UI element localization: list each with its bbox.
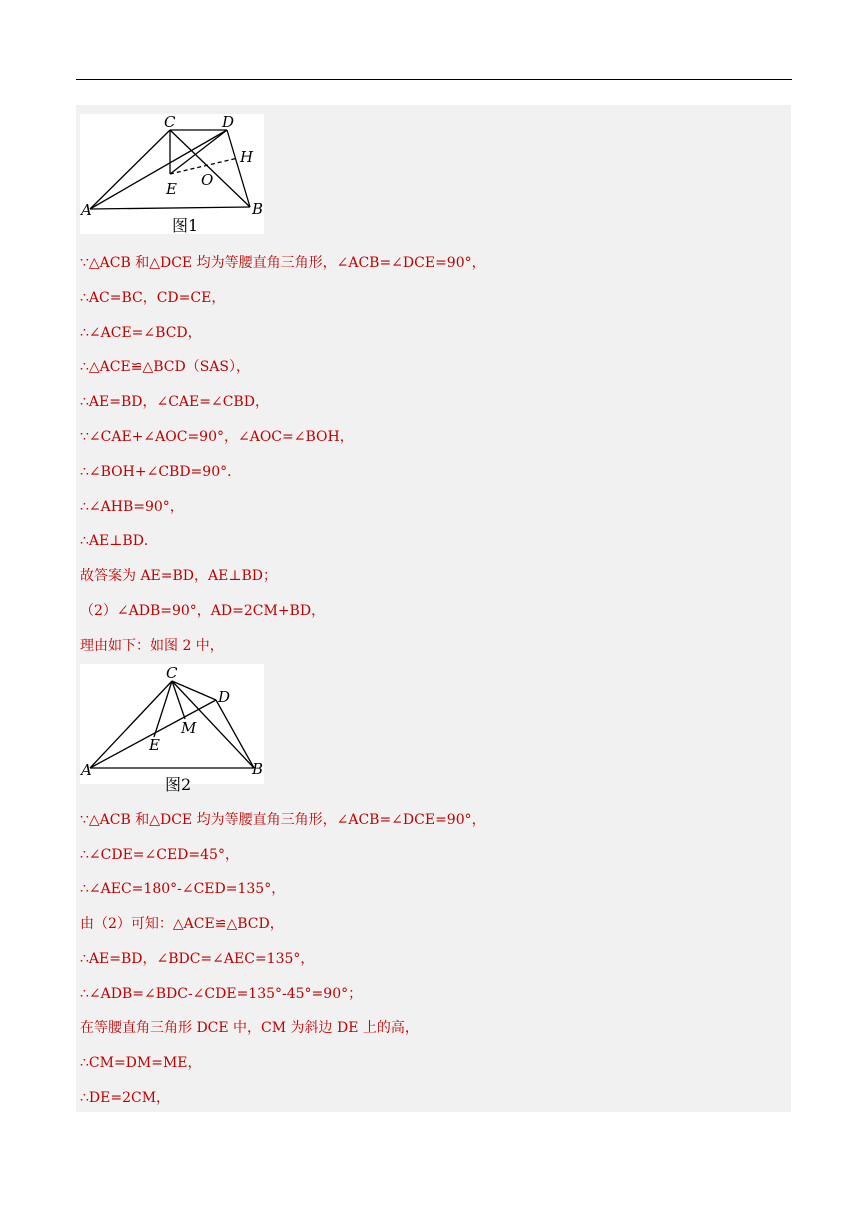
label-h: H: [240, 148, 254, 166]
label-o: O: [201, 171, 214, 189]
label-d: D: [218, 688, 231, 706]
label-b: B: [252, 760, 264, 778]
solution-line: 理由如下：如图 2 中，: [80, 638, 224, 654]
label-a: A: [81, 761, 92, 779]
solution-line: （2）∠ADB=90°，AD=2CM+BD，: [80, 603, 326, 619]
solution-line: ∴∠ADB=∠BDC-∠CDE=135°-45°=90°；: [80, 986, 363, 1002]
segment-ac: [90, 681, 172, 768]
solution-line: ∴AE=BD，∠BDC=∠AEC=135°，: [80, 951, 315, 967]
label-d: D: [222, 113, 235, 131]
solution-line: ∴CM=DM=ME，: [80, 1055, 202, 1071]
segment-cm: [172, 681, 185, 719]
segment-cd: [172, 681, 216, 700]
solution-line: 由（2）可知：△ACE≌△BCD，: [80, 916, 284, 932]
figure-1-caption: 图1: [172, 216, 199, 235]
solution-line: ∴∠CDE=∠CED=45°，: [80, 847, 239, 863]
solution-line: 故答案为 AE=BD，AE⊥BD；: [80, 568, 278, 584]
label-e: E: [166, 180, 177, 198]
figure-2-diagram: [80, 664, 264, 794]
solution-line: ∴∠AEC=180°-∠CED=135°，: [80, 881, 286, 897]
solution-line: ∴∠BOH+∠CBD=90°．: [80, 464, 242, 480]
figure-1-diagram: [80, 114, 264, 234]
solution-line: ∴DE=2CM，: [80, 1090, 171, 1106]
solution-line: ∴∠ACE=∠BCD，: [80, 325, 202, 341]
solution-line: ∵△ACB 和△DCE 均为等腰直角三角形，∠ACB=∠DCE=90°，: [80, 812, 486, 828]
solution-line: ∴AC=BC，CD=CE，: [80, 290, 226, 306]
solution-line: ∴△ACE≌△BCD（SAS），: [80, 359, 250, 375]
label-c: C: [164, 113, 176, 131]
solution-line: ∴AE=BD，∠CAE=∠CBD，: [80, 394, 269, 410]
figure-1: [80, 114, 264, 234]
solution-line: ∴∠AHB=90°，: [80, 499, 184, 515]
solution-line: ∴AE⊥BD．: [80, 533, 158, 549]
segment-ab: [90, 207, 250, 209]
label-a: A: [81, 201, 92, 219]
figure-2: [80, 664, 264, 794]
solution-line: 在等腰直角三角形 DCE 中，CM 为斜边 DE 上的高，: [80, 1020, 419, 1036]
solution-line: ∵△ACB 和△DCE 均为等腰直角三角形，∠ACB=∠DCE=90°，: [80, 255, 486, 271]
label-c: C: [166, 664, 178, 682]
solution-line: ∵∠CAE+∠AOC=90°，∠AOC=∠BOH，: [80, 429, 354, 445]
label-m: M: [181, 719, 197, 737]
label-e: E: [149, 736, 160, 754]
segment-ad: [90, 700, 216, 768]
header-rule: [76, 79, 792, 80]
figure-2-caption: 图2: [165, 775, 192, 794]
label-b: B: [252, 200, 264, 218]
